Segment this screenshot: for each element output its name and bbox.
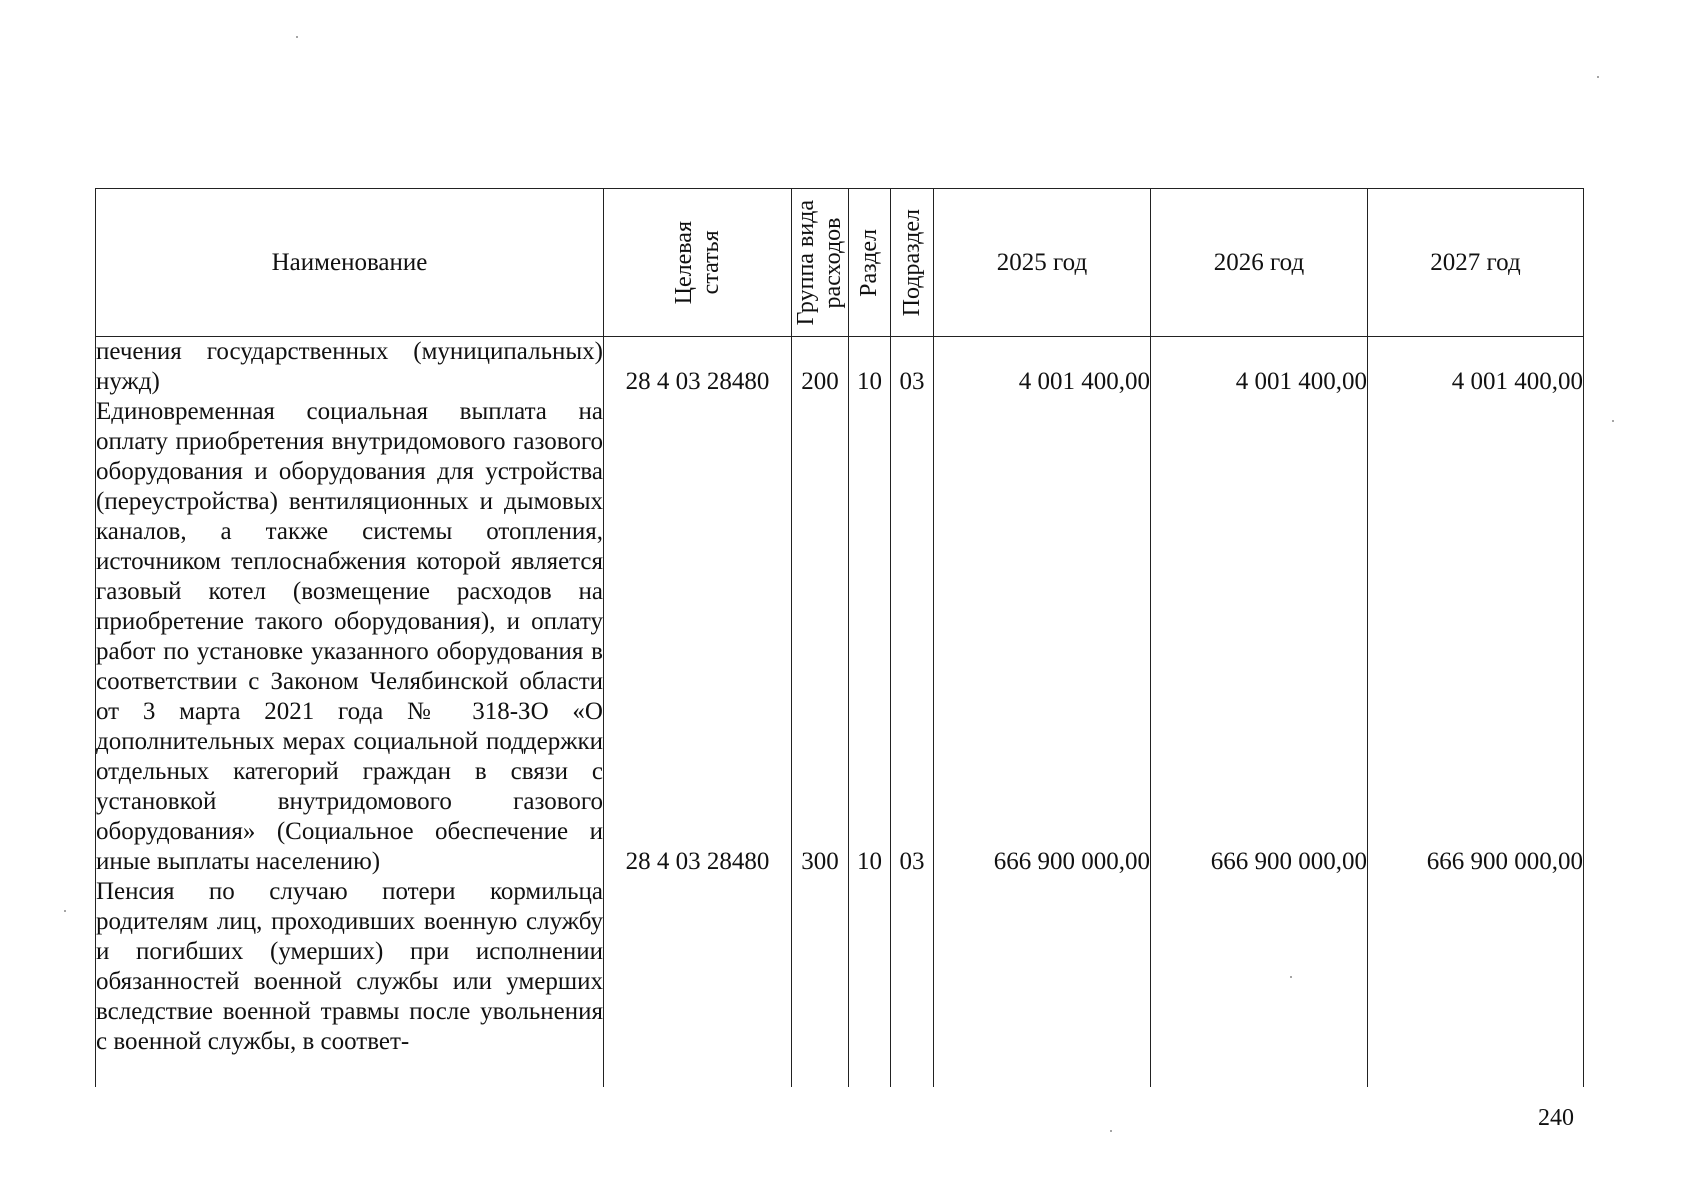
header-group-line1: Группа вида [793, 199, 819, 326]
row-name-text: Пенсия по случаю потери кормильца родителям лиц, проходивших военную службу и погибших (умерших) при исполнении обязанностей военной службы или умерших вследствие военной травмы после увольнения с военной службы, в соответ- [96, 878, 603, 1055]
scan-speck [1597, 76, 1599, 78]
row-amount-2026 [1151, 877, 1368, 1087]
header-target-line2: статья [697, 230, 724, 295]
row-section: 10 [849, 397, 891, 877]
header-2025: 2025 год [934, 189, 1151, 337]
row-name-text: Единовременная социальная выплата на оплату приобретения внутридомового газового оборудования и оборудования для устройства (переустройства) вентиляционных и дымовых каналов, а также системы отопления, источником теплоснабжения которой является газовый котел (возмещение расходов на приобретение такого оборудования), и оплату работ по установке указанного оборудования в соответствии с Законом Челябинской области от 3 марта 2021 года № 318-ЗО «О дополнительных мерах социальной поддержки отдельных категорий граждан в связи с установкой внутридомового газового оборудования» (Социальное обеспечение и иные выплаты населению) [96, 398, 603, 875]
budget-table [95, 188, 1584, 1087]
row-amount-2026: 4 001 400,00 [1151, 337, 1368, 398]
row-amount-2025: 4 001 400,00 [934, 337, 1151, 398]
row-target-article: 28 4 03 28480 [604, 337, 792, 398]
header-section [849, 189, 891, 337]
row-section [849, 877, 891, 1087]
row-name [96, 877, 604, 1087]
row-amount-2027 [1368, 877, 1584, 1087]
row-amount-2026: 666 900 000,00 [1151, 397, 1368, 877]
table-row [96, 877, 1584, 1087]
scan-speck [1612, 420, 1614, 422]
row-name [96, 397, 604, 877]
row-name [96, 337, 604, 398]
scan-speck [64, 910, 66, 912]
row-subsection [891, 877, 934, 1087]
row-amount-2025 [934, 877, 1151, 1087]
scan-speck [296, 36, 298, 38]
header-2027: 2027 год [1368, 189, 1584, 337]
table-header-row [96, 189, 1584, 337]
header-2026: 2026 год [1151, 189, 1368, 337]
scan-speck [1290, 976, 1292, 978]
header-expense-group [792, 189, 849, 337]
row-amount-2025: 666 900 000,00 [934, 397, 1151, 877]
row-target-article: 28 4 03 28480 [604, 397, 792, 877]
row-expense-group: 200 [792, 337, 849, 398]
header-target-line1: Целевая [670, 220, 697, 305]
table-row [96, 337, 1584, 398]
header-subsection [891, 189, 934, 337]
row-section: 10 [849, 337, 891, 398]
header-section-text: Раздел [856, 228, 882, 297]
row-expense-group: 300 [792, 397, 849, 877]
header-name: Наименование [96, 189, 604, 337]
row-amount-2027: 4 001 400,00 [1368, 337, 1584, 398]
row-subsection: 03 [891, 337, 934, 398]
scan-speck [1110, 1130, 1112, 1132]
row-target-article [604, 877, 792, 1087]
row-subsection: 03 [891, 397, 934, 877]
header-target-article [604, 189, 792, 337]
table-row [96, 397, 1584, 877]
row-amount-2027: 666 900 000,00 [1368, 397, 1584, 877]
row-name-text: печения государственных (муниципальных) нужд) [96, 338, 603, 395]
header-group-line2: расходов [820, 217, 846, 308]
page-number: 240 [1538, 1105, 1574, 1131]
row-expense-group [792, 877, 849, 1087]
header-subsection-text: Подраздел [898, 208, 925, 317]
